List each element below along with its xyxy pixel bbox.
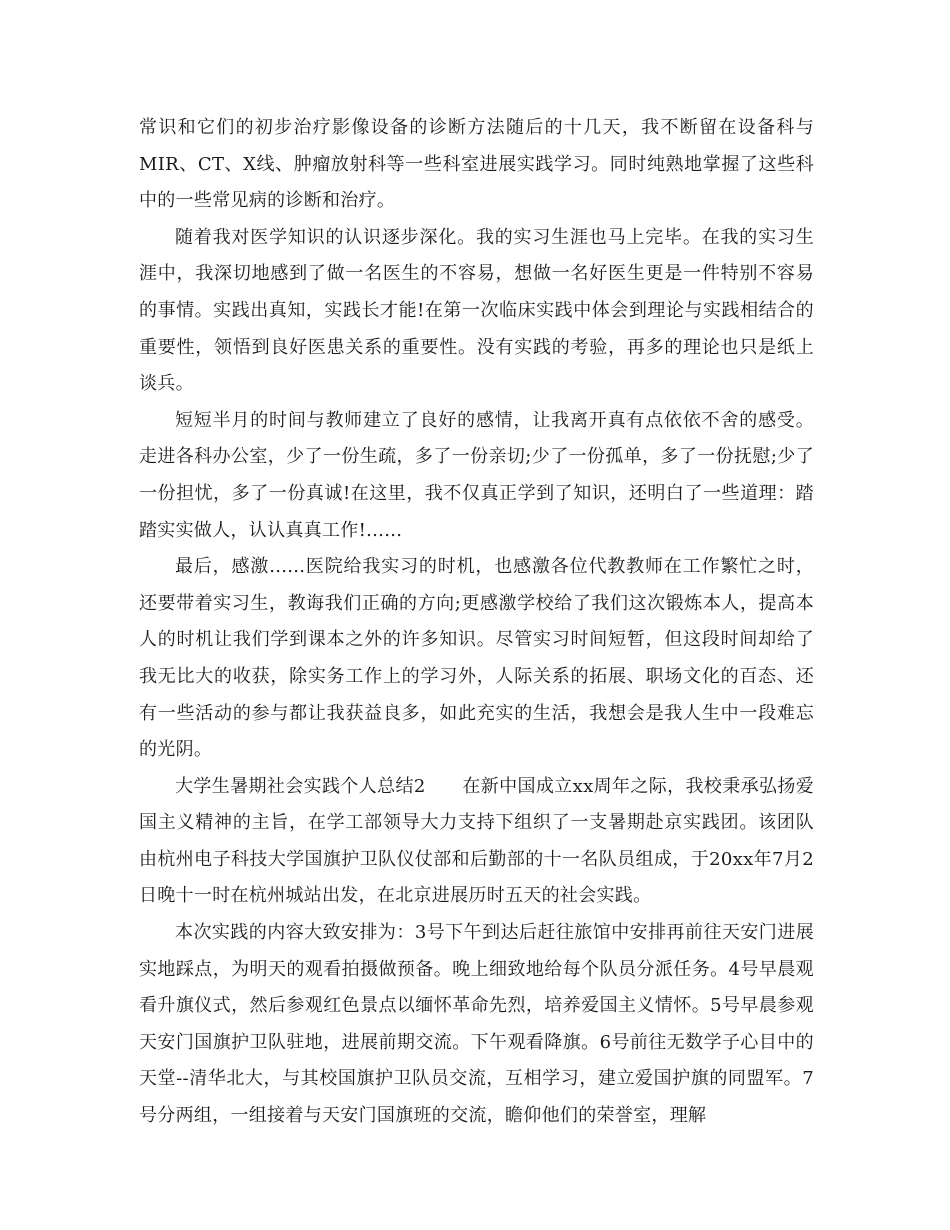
paragraph-3: 短短半月的时间与教师建立了良好的感情，让我离开真有点依依不舍的感受。走进各科办公室，少了一份生疏，多了一份亲切;少了一份孤单，多了一份抚慰;少了一份担忧，多了一份真诚!在这里，我不仅真正学到了知识，还明白了一些道理：踏踏实实做人，认认真真工作!...... bbox=[139, 409, 814, 541]
paragraph-2: 随着我对医学知识的认识逐步深化。我的实习生涯也马上完毕。在我的实习生涯中，我深切地感到了做一名医生的不容易，想做一名好医生更是一件特别不容易的事情。实践出真知，实践长才能!在第一次临床实践中体会到理论与实践相结合的重要性，领悟到良好医患关系的重要性。没有实践的考验，再多的理论也只是纸上谈兵。 bbox=[139, 226, 814, 395]
paragraph-1: 常识和它们的初步治疗影像设备的诊断方法随后的十几天，我不断留在设备科与MIR、CT、X线、肿瘤放射科等一些科室进展实践学习。同时纯熟地掌握了这些科中的一些常见病的诊断和治疗。 bbox=[139, 117, 814, 212]
paragraph-6: 本次实践的内容大致安排为：3号下午到达后赶往旅馆中安排再前往天安门进展实地踩点，为明天的观看拍摄做预备。晚上细致地给每个队员分派任务。4号早晨观看升旗仪式，然后参观红色景点以缅怀革命先烈，培养爱国主义情怀。5号早晨参观天安门国旗护卫队驻地，进展前期交流。下午观看降旗。6号前往无数学子心目中的天堂--清华北大，与其校国旗护卫队员交流，互相学习，建立爱国护旗的同盟军。7号分两组，一组接着与天安门国旗班的交流，瞻仰他们的荣誉室，理解 bbox=[139, 922, 814, 1127]
document-body bbox=[139, 110, 814, 1135]
paragraph-4: 最后，感激......医院给我实习的时机，也感激各位代教教师在工作繁忙之时，还要带着实习生，教诲我们正确的方向;更感激学校给了我们这次锻炼本人，提高本人的时机让我们学到课本之外的许多知识。尽管实习时间短暂，但这段时间却给了我无比大的收获，除实务工作上的学习外，人际关系的拓展、职场文化的百态、还有一些活动的参与都让我获益良多，如此充实的生活，我想会是我人生中一段难忘的光阴。 bbox=[139, 556, 814, 761]
paragraph-5: 大学生暑期社会实践个人总结2 在新中国成立xx周年之际，我校秉承弘扬爱国主义精神的主旨，在学工部领导大力支持下组织了一支暑期赴京实践团。该团队由杭州电子科技大学国旗护卫队仪仗部和后勤部的十一名队员组成，于20xx年7月2日晚十一时在杭州城站出发，在北京进展历时五天的社会实践。 bbox=[139, 775, 814, 907]
